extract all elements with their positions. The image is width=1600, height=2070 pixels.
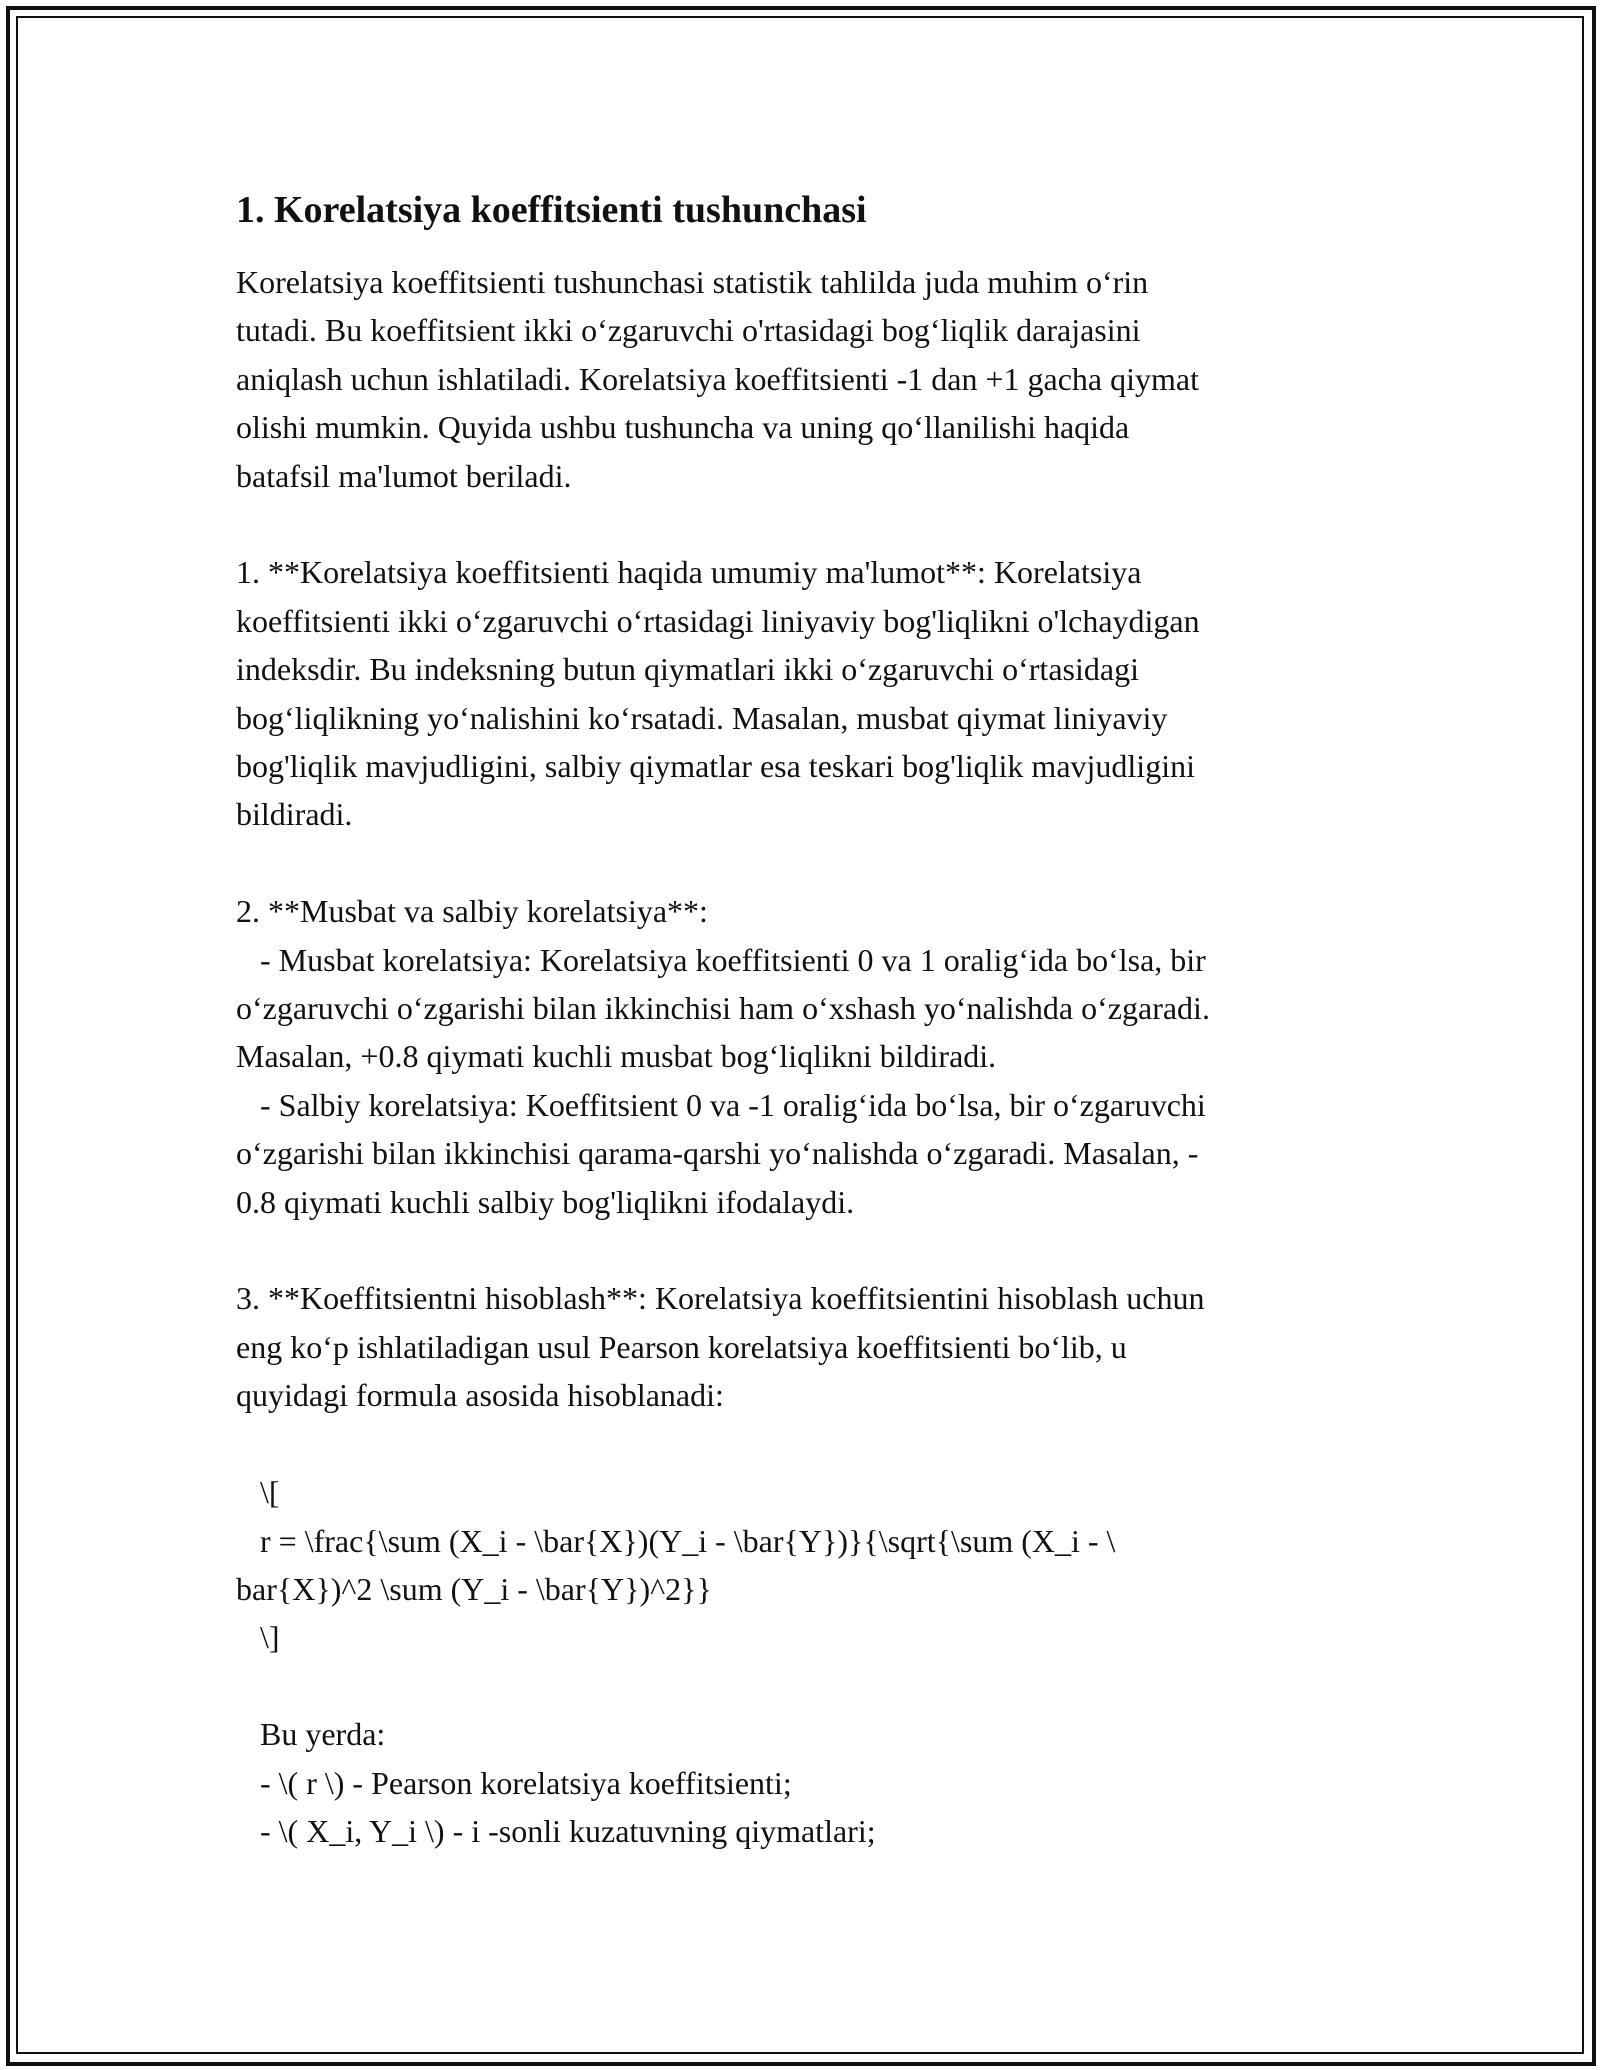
document-body — [236, 186, 1366, 1855]
blank-line — [236, 1662, 1366, 1710]
text-line: bildiradi. — [236, 796, 353, 833]
text-line: - \( r \) - Pearson korelatsiya koeffitsienti; — [236, 1764, 792, 1801]
text-line: batafsil ma'lumot beriladi. — [236, 457, 572, 494]
text-line: bar{X})^2 \sum (Y_i - \bar{Y})^2}} — [236, 1570, 712, 1607]
text-line: aniqlash uchun ishlatiladi. Korelatsiya koeffitsienti -1 dan +1 gacha qiymat — [236, 360, 1199, 397]
text-line: \[ — [236, 1474, 280, 1511]
text-line: \] — [236, 1619, 280, 1656]
text-line: bog‘liqlikning yo‘nalishini ko‘rsatadi. Masalan, musbat qiymat liniyaviy — [236, 699, 1168, 736]
text-line: 0.8 qiymati kuchli salbiy bog'liqlikni ifodalaydi. — [236, 1183, 855, 1220]
text-line: bog'liqlik mavjudligini, salbiy qiymatlar esa teskari bog'liqlik mavjudligini — [236, 748, 1195, 785]
text-line: tutadi. Bu koeffitsient ikki o‘zgaruvchi o'rtasidagi bog‘liqlik darajasini — [236, 312, 1141, 349]
text-line: quyidagi formula asosida hisoblanadi: — [236, 1377, 724, 1414]
text-line: olishi mumkin. Quyida ushbu tushuncha va uning qo‘llanilishi haqida — [236, 409, 1130, 446]
blank-line — [236, 1420, 1366, 1468]
text-line: 1. **Korelatsiya koeffitsienti haqida umumiy ma'lumot**: Korelatsiya — [236, 554, 1142, 591]
text-line: Bu yerda: — [236, 1716, 386, 1753]
blank-line — [236, 500, 1366, 548]
text-line: Korelatsiya koeffitsienti tushunchasi statistik tahlilda juda muhim o‘rin — [236, 264, 1149, 300]
text-line: koeffitsienti ikki o‘zgaruvchi o‘rtasidagi liniyaviy bog'liqlikni o'lchaydigan — [236, 602, 1200, 639]
text-line: o‘zgaruvchi o‘zgarishi bilan ikkinchisi ham o‘xshash yo‘nalishda o‘zgaradi. — [236, 990, 1210, 1027]
text-line: Masalan, +0.8 qiymati kuchli musbat bog‘liqlikni bildiradi. — [236, 1038, 997, 1075]
text-line: o‘zgarishi bilan ikkinchisi qarama-qarshi yo‘nalishda o‘zgaradi. Masalan, - — [236, 1135, 1199, 1172]
body-text — [236, 258, 1366, 1855]
text-line: eng ko‘p ishlatiladigan usul Pearson korelatsiya koeffitsienti bo‘lib, u — [236, 1328, 1127, 1365]
text-line: 3. **Koeffitsientni hisoblash**: Korelatsiya koeffitsientini hisoblash uchun — [236, 1280, 1205, 1317]
text-line: - Musbat korelatsiya: Korelatsiya koeffitsienti 0 va 1 oralig‘ida bo‘lsa, bir — [236, 941, 1206, 978]
blank-line — [236, 839, 1366, 887]
section-title: 1. Korelatsiya koeffitsienti tushunchasi — [236, 189, 867, 231]
text-line: r = \frac{\sum (X_i - \bar{X})(Y_i - \bar{Y})}{\sqrt{\sum (X_i - \ — [236, 1522, 1116, 1559]
blank-line — [236, 1226, 1366, 1274]
text-line: 2. **Musbat va salbiy korelatsiya**: — [236, 893, 708, 930]
text-line: indeksdir. Bu indeksning butun qiymatlari ikki o‘zgaruvchi o‘rtasidagi — [236, 651, 1139, 688]
text-line: - \( X_i, Y_i \) - i -sonli kuzatuvning qiymatlari; — [236, 1812, 876, 1849]
text-line: - Salbiy korelatsiya: Koeffitsient 0 va -1 oralig‘ida bo‘lsa, bir o‘zgaruvchi — [236, 1086, 1206, 1123]
